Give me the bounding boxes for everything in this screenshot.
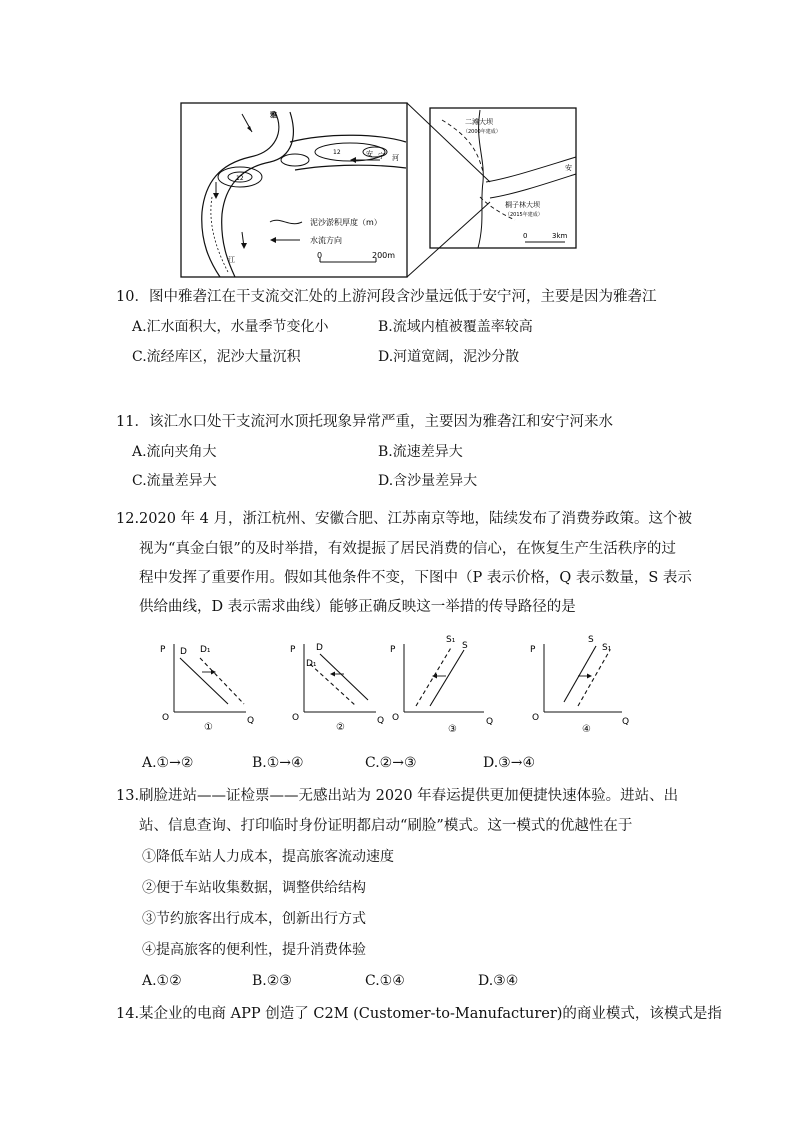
river-label-ya: 雅	[270, 111, 277, 119]
graph-1-d1: D₁	[200, 645, 211, 655]
graph-4-s: S	[588, 635, 594, 645]
question-10-stem: 10．图中雅砻江在干支流交汇处的上游河段含沙量远低于安宁河，主要是因为雅砻江	[116, 289, 657, 305]
q13-statement-4: ④提高旅客的便利性，提升消费体验	[142, 942, 366, 958]
graph-2-number: ②	[336, 722, 345, 733]
graph-4-s1: S₁	[602, 643, 612, 653]
q10-option-c[interactable]: C.流经库区，泥沙大量沉积	[132, 349, 301, 365]
q13-option-b[interactable]: B.②③	[252, 973, 292, 989]
q11-option-c[interactable]: C.流量差异大	[132, 473, 217, 489]
graph-4-p: P	[530, 645, 536, 655]
q10-option-a[interactable]: A.汇水面积大，水量季节变化小	[132, 319, 329, 335]
q13-statement-2: ②便于车站收集数据，调整供给结构	[142, 880, 366, 896]
q12-option-d[interactable]: D.③→④	[483, 755, 536, 771]
graph-4-number: ④	[582, 724, 591, 735]
graph-3-p: P	[390, 645, 396, 655]
graph-1	[160, 644, 254, 733]
right-scale-label: 3km	[552, 232, 568, 240]
q13-statement-3: ③节约旅客出行成本，创新出行方式	[142, 911, 366, 927]
q11-option-a[interactable]: A.流向夹角大	[132, 444, 217, 460]
graph-3-q: Q	[486, 717, 494, 727]
graph-3	[390, 635, 493, 735]
graph-3-o: O	[392, 713, 400, 723]
graph-2-q: Q	[377, 716, 385, 726]
dam-ertan-year: （2000年建成）	[463, 129, 501, 135]
question-12-line-1: 12.2020 年 4 月，浙江杭州、安徽合肥、江苏南京等地，陆续发布了消费券政策。这个被	[116, 511, 693, 527]
river-label-an: 安	[366, 150, 373, 158]
question-12-line-3: 程中发挥了重要作用。假如其他条件不变，下图中（P 表示价格，Q 表示数量，S 表示	[139, 570, 692, 586]
river-confluence-map	[180, 102, 580, 280]
graph-3-number: ③	[448, 724, 457, 735]
contour-label: 12	[333, 149, 341, 156]
q13-option-d[interactable]: D.③④	[478, 973, 519, 989]
scale-zero: 0	[317, 251, 323, 260]
q11-option-d[interactable]: D.含沙量差异大	[378, 473, 478, 489]
contour-label: 12	[236, 175, 244, 182]
dam-tongziling-label: 桐子林大坝	[505, 201, 540, 209]
q12-option-b[interactable]: B.①→④	[252, 755, 304, 771]
graph-2-d1: D₁	[306, 659, 317, 669]
graph-4-o: O	[532, 713, 540, 723]
graph-2-o: O	[292, 713, 300, 723]
right-river-an: 安	[565, 164, 572, 172]
graph-3-s: S	[462, 641, 468, 651]
graph-1-d: D	[180, 647, 187, 657]
q10-option-b[interactable]: B.流域内植被覆盖率较高	[378, 319, 533, 335]
river-label-ning: 宁	[378, 152, 385, 160]
graph-1-q: Q	[247, 716, 255, 726]
legend-flow-text: 水流方向	[310, 236, 342, 245]
q12-option-c[interactable]: C.②→③	[365, 755, 417, 771]
question-12-line-4: 供给曲线，D 表示需求曲线）能够正确反映这一举措的传导路径的是	[139, 599, 576, 615]
q13-option-a[interactable]: A.①②	[142, 973, 182, 989]
graph-1-p: P	[160, 645, 166, 655]
scale-label: 200m	[372, 251, 396, 260]
question-12-line-2: 视为“真金白银”的及时举措，有效提振了居民消费的信心，在恢复生产生活秩序的过	[139, 541, 676, 557]
dam-tongziling-year: （2015年建成）	[505, 212, 543, 218]
river-label-he: 河	[392, 154, 399, 162]
graph-2	[290, 643, 384, 733]
q13-option-c[interactable]: C.①④	[365, 973, 405, 989]
supply-demand-graphs	[150, 630, 650, 740]
graph-4	[530, 635, 629, 735]
legend-contour-text: 泥沙淤积厚度（m）	[310, 218, 382, 227]
q13-statement-1: ①降低车站人力成本，提高旅客流动速度	[142, 849, 394, 865]
question-14-line-1: 14.某企业的电商 APP 创造了 C2M (Customer-to-Manufacturer)的商业模式，该模式是指	[116, 1006, 722, 1022]
question-13-line-2: 站、信息查询、打印临时身份证明都启动“刷脸”模式。这一模式的优越性在于	[139, 818, 633, 834]
graph-2-d: D	[316, 643, 323, 653]
q12-option-a[interactable]: A.①→②	[142, 755, 194, 771]
dam-ertan-label: 二滩大坝	[465, 118, 493, 126]
graph-3-s1: S₁	[446, 635, 456, 645]
q10-option-d[interactable]: D.河道宽阔，泥沙分散	[378, 349, 520, 365]
graph-4-q: Q	[622, 717, 630, 727]
graph-1-number: ①	[204, 722, 213, 733]
graph-2-p: P	[290, 645, 296, 655]
right-scale-zero: 0	[523, 232, 528, 240]
graph-1-o: O	[162, 713, 170, 723]
question-11-stem: 11．该汇水口处干支流河水顶托现象异常严重，主要因为雅砻江和安宁河来水	[116, 414, 613, 430]
question-13-line-1: 13.刷脸进站——证检票——无感出站为 2020 年春运提供更加便捷快速体验。进站、出	[116, 788, 679, 804]
river-label-jiang: 江	[228, 256, 235, 264]
q11-option-b[interactable]: B.流速差异大	[378, 444, 463, 460]
